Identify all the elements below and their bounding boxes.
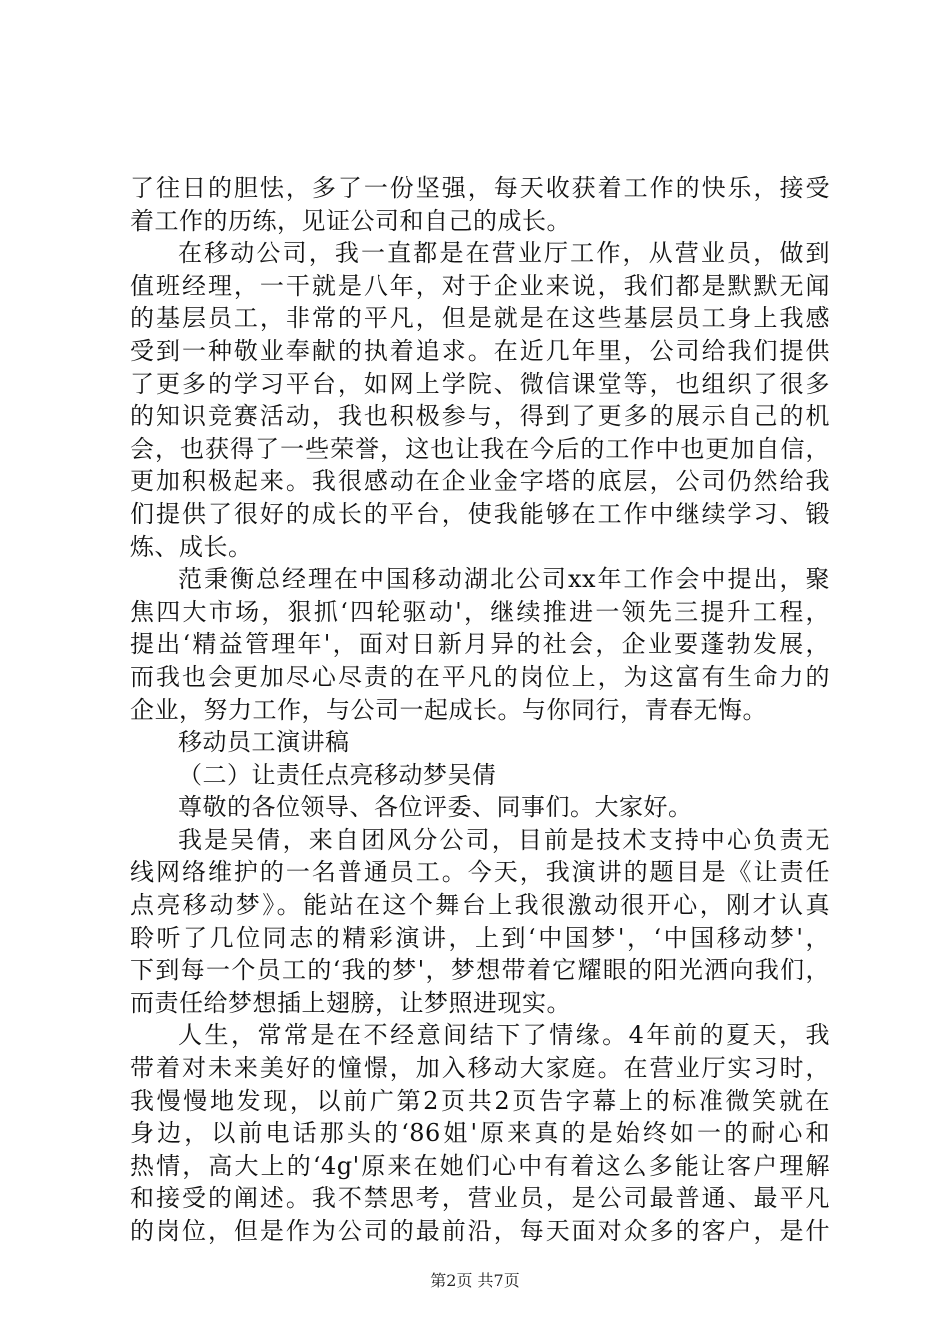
text-line: （二）让责任点亮移动梦吴倩 bbox=[178, 760, 497, 789]
text-line: 移动员工演讲稿 bbox=[178, 728, 350, 757]
text-line: 们提供了很好的成长的平台，使我能够在工作中继续学习、锻 bbox=[130, 499, 830, 528]
text-line: 而责任给梦想插上翅膀，让梦照进现实。 bbox=[130, 988, 571, 1017]
text-line: 着工作的历练，见证公司和自己的成长。 bbox=[130, 206, 571, 235]
text-line: 了往日的胆怯，多了一份坚强，每天收获着工作的快乐，接受 bbox=[130, 174, 830, 202]
text-line: 的基层员工，非常的平凡，但是就是在这些基层员工身上我感 bbox=[130, 304, 830, 333]
text-line: 和接受的阐述。我不禁思考，营业员，是公司最普通、最平凡 bbox=[130, 1184, 830, 1213]
text-line: 带着对未来美好的憧憬，加入移动大家庭。在营业厅实习时， bbox=[130, 1054, 830, 1083]
text-line: 焦四大市场，狠抓‘四轮驱动'，继续推进一领先三提升工程， bbox=[130, 597, 830, 626]
text-line: 在移动公司，我一直都是在营业厅工作，从营业员，做到 bbox=[178, 239, 830, 268]
text-line: 热情，高大上的‘4g'原来在她们心中有着这么多能让客户理解 bbox=[130, 1151, 830, 1180]
text-line: 值班经理，一干就是八年，对于企业来说，我们都是默默无闻 bbox=[130, 271, 830, 300]
page-footer: 第2页 共7页 bbox=[430, 1271, 520, 1290]
text-line: 更加积极起来。我很感动在企业金字塔的底层，公司仍然给我 bbox=[130, 467, 830, 496]
text-line: 人生，常常是在不经意间结下了情缘。4年前的夏天，我 bbox=[178, 1021, 830, 1050]
text-line: 下到每一个员工的‘我的梦'，梦想带着它耀眼的阳光洒向我们， bbox=[130, 956, 830, 985]
text-line: 身边，以前电话那头的‘86姐'原来真的是始终如一的耐心和 bbox=[130, 1119, 830, 1148]
text-line: 我是吴倩，来自团风分公司，目前是技术支持中心负责无 bbox=[178, 825, 830, 854]
text-line: 范秉衡总经理在中国移动湖北公司xx年工作会中提出，聚 bbox=[178, 565, 830, 594]
text-line: 线网络维护的一名普通员工。今天，我演讲的题目是《让责任 bbox=[130, 858, 830, 887]
text-line: 会，也获得了一些荣誉，这也让我在今后的工作中也更加自信， bbox=[130, 434, 830, 463]
text-line: 而我也会更加尽心尽责的在平凡的岗位上，为这富有生命力的 bbox=[130, 662, 830, 691]
text-line: 点亮移动梦》。能站在这个舞台上我很激动很开心，刚才认真 bbox=[130, 891, 830, 920]
text-line: 了更多的学习平台，如网上学院、微信课堂等，也组织了很多 bbox=[130, 369, 830, 398]
text-line: 聆听了几位同志的精彩演讲，上到‘中国梦'，‘中国移动梦'， bbox=[130, 923, 830, 952]
text-line: 炼、成长。 bbox=[130, 532, 253, 561]
text-line: 我慢慢地发现，以前广第2页共2页告字幕上的标准微笑就在 bbox=[130, 1086, 830, 1115]
document-body bbox=[130, 172, 830, 1248]
text-line: 受到一种敬业奉献的执着追求。在近几年里，公司给我们提供 bbox=[130, 336, 830, 365]
text-line: 提出‘精益管理年'，面对日新月异的社会，企业要蓬勃发展， bbox=[130, 630, 830, 659]
text-line: 的岗位，但是作为公司的最前沿，每天面对众多的客户，是什 bbox=[130, 1217, 830, 1245]
text-line: 尊敬的各位领导、各位评委、同事们。大家好。 bbox=[178, 793, 693, 822]
text-line: 的知识竞赛活动，我也积极参与，得到了更多的展示自己的机 bbox=[130, 402, 830, 431]
text-line: 企业，努力工作，与公司一起成长。与你同行，青春无悔。 bbox=[130, 695, 767, 724]
